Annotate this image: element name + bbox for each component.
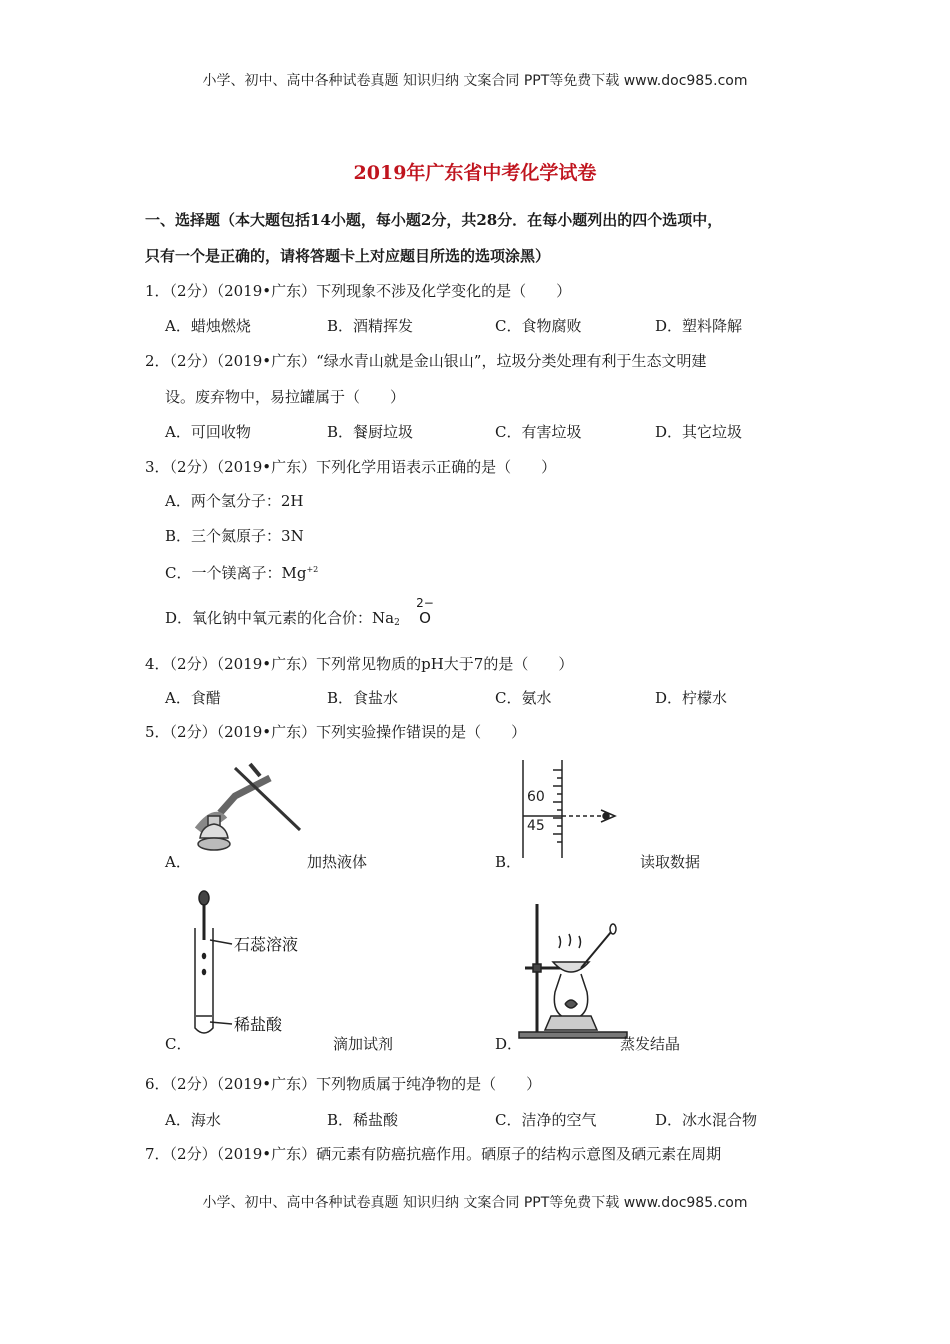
- q1-option-d: D．塑料降解: [655, 317, 743, 335]
- q6-stem: 6．（2分）（2019•广东）下列物质属于纯净物的是（ ）: [145, 1075, 542, 1093]
- q6-option-a: A．海水: [165, 1111, 221, 1129]
- q3-option-c-charge: +2: [306, 565, 319, 574]
- q3-option-c-text: C．一个镁离子：Mg: [165, 564, 307, 582]
- q3-option-b: B．三个氮原子：3N: [165, 527, 304, 545]
- q2-option-a: A．可回收物: [165, 423, 251, 441]
- q4-option-a: A．食醋: [165, 689, 221, 707]
- q3-valence: [415, 597, 435, 626]
- q5-option-c-letter: C．: [165, 1035, 192, 1053]
- q5-option-d-letter: D．: [495, 1035, 523, 1053]
- section-heading-line1: 一、选择题（本大题包括14小题，每小题2分，共28分．在每小题列出的四个选项中，: [145, 211, 723, 229]
- heating-liquid-figure: [190, 758, 310, 858]
- q6-option-d: D．冰水混合物: [655, 1111, 758, 1129]
- q5-option-b-caption: 读取数据: [640, 853, 701, 871]
- page-header: 小学、初中、高中各种试卷真题 知识归纳 文案合同 PPT等免费下载 www.doc985.com: [202, 73, 748, 89]
- q5-option-a-caption: 加热液体: [307, 853, 368, 871]
- q3-valence-number: 2−: [416, 596, 434, 610]
- q4-option-b: B．食盐水: [327, 689, 399, 707]
- page-title: 2019年广东省中考化学试卷: [353, 162, 597, 184]
- q5-option-c-caption: 滴加试剂: [333, 1035, 394, 1053]
- q1-option-b: B．酒精挥发: [327, 317, 414, 335]
- q3-option-d-subscript: 2: [394, 618, 400, 628]
- q5-stem: 5．（2分）（2019•广东）下列实验操作错误的是（ ）: [145, 723, 527, 741]
- q6-option-b: B．稀盐酸: [327, 1111, 399, 1129]
- q6-option-c: C．洁净的空气: [495, 1111, 597, 1129]
- q2-option-c: C．有害垃圾: [495, 423, 582, 441]
- q2-option-b: B．餐厨垃圾: [327, 423, 414, 441]
- q3-option-d-text: D．氧化钠中氧元素的化合价：Na: [165, 609, 395, 627]
- q2-option-d: D．其它垃圾: [655, 423, 743, 441]
- q3-option-d: [165, 608, 400, 633]
- q3-option-a: A．两个氢分子：2H: [165, 492, 304, 510]
- q3-stem: 3．（2分）（2019•广东）下列化学用语表示正确的是（ ）: [145, 458, 557, 476]
- q5-option-d-caption: 蒸发结晶: [620, 1035, 681, 1053]
- q1-option-a: A．蜡烛燃烧: [165, 317, 251, 335]
- section-heading-line2: 只有一个是正确的，请将答题卡上对应题目所选的选项涂黑）: [145, 247, 551, 265]
- q4-stem: 4．（2分）（2019•广东）下列常见物质的pH大于7的是（ ）: [145, 655, 574, 673]
- reading-cylinder-figure: [515, 758, 625, 860]
- evaporation-figure: [515, 896, 645, 1042]
- label-dilute-hcl: 稀盐酸: [234, 1015, 283, 1034]
- q5-option-b-letter: B．: [495, 853, 522, 871]
- q1-option-c: C．食物腐败: [495, 317, 582, 335]
- q3-option-c: [165, 560, 318, 583]
- q4-option-d: D．柠檬水: [655, 689, 728, 707]
- q2-stem-line2: 设。废弃物中，易拉罐属于（ ）: [165, 388, 406, 406]
- q1-stem: 1．（2分）（2019•广东）下列现象不涉及化学变化的是（ ）: [145, 282, 572, 300]
- cylinder-mark-45: 45: [527, 818, 545, 834]
- cylinder-mark-60: 60: [527, 789, 545, 805]
- q4-option-c: C．氨水: [495, 689, 552, 707]
- q7-stem: 7．（2分）（2019•广东）硒元素有防癌抗癌作用。硒原子的结构示意图及硒元素在周期: [145, 1145, 722, 1163]
- page-footer: 小学、初中、高中各种试卷真题 知识归纳 文案合同 PPT等免费下载 www.doc985.com: [202, 1195, 748, 1211]
- q2-stem-line1: 2．（2分）（2019•广东）“绿水青山就是金山银山”，垃圾分类处理有利于生态文明建: [145, 352, 707, 370]
- q5-option-a-letter: A．: [165, 853, 191, 871]
- q3-valence-element: O: [419, 609, 431, 627]
- label-litmus-solution: 石蕊溶液: [234, 935, 299, 954]
- dropper-testtube-figure: [190, 888, 320, 1038]
